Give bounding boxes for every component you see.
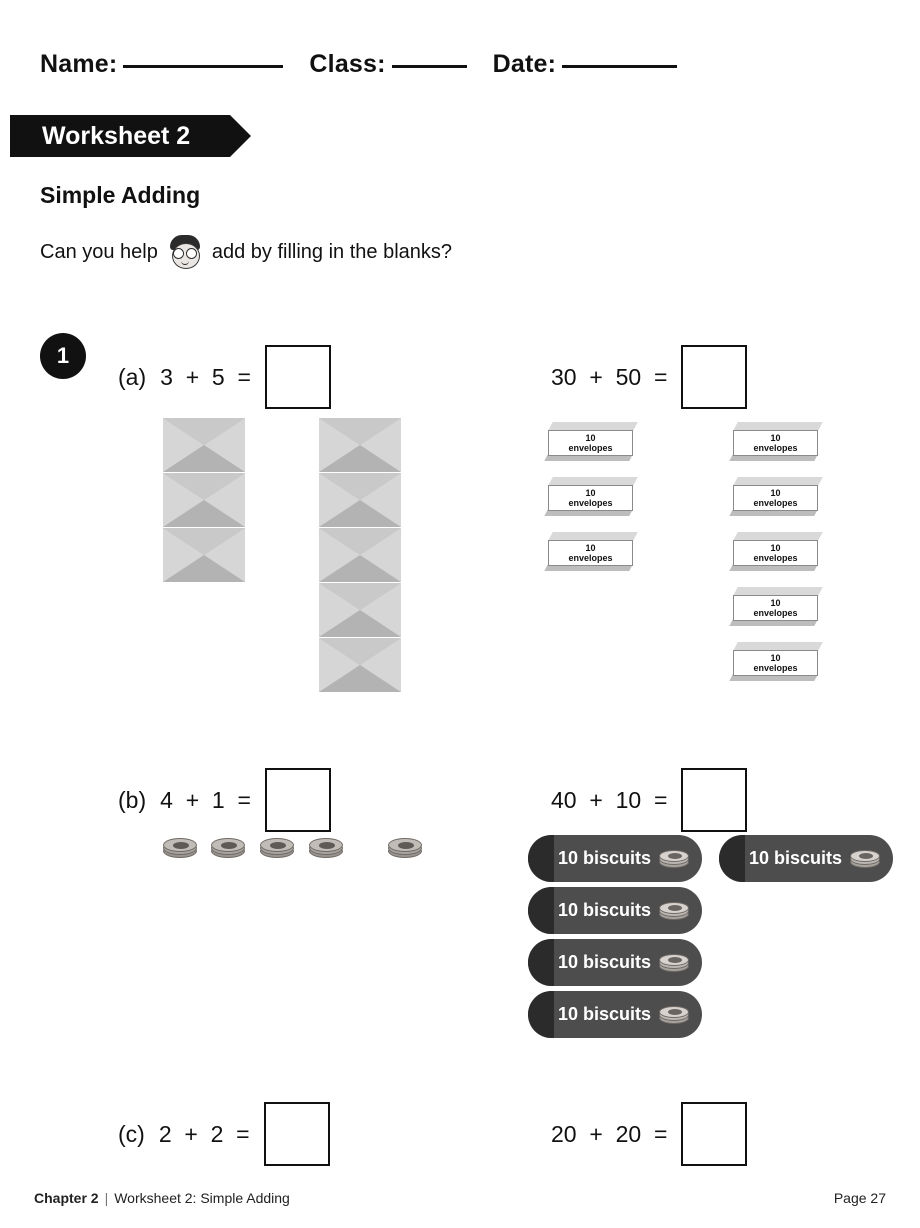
instruction-text-before: Can you help — [40, 240, 158, 263]
envelope-bundle — [733, 642, 818, 682]
answer-box-1c-left[interactable] — [264, 1102, 330, 1166]
class-input-line[interactable] — [392, 65, 467, 68]
biscuit-icon — [659, 850, 689, 868]
date-label: Date: — [492, 50, 557, 78]
biscuit-pack — [719, 835, 893, 882]
bundle-count: 10 — [770, 652, 781, 663]
name-field — [40, 50, 283, 79]
part-label-b: (b) — [118, 786, 147, 813]
biscuit-pack-label: 10 biscuits — [558, 900, 652, 920]
part-label-c: (c) — [118, 1120, 145, 1147]
answer-box-1b-right[interactable] — [681, 768, 747, 832]
date-field — [493, 50, 678, 79]
question-number-badge: 1 — [40, 333, 86, 379]
envelope-bundle — [548, 532, 633, 572]
bundle-unit: envelopes — [753, 663, 798, 673]
equation-1a-right-text: 30 + 50 = — [551, 363, 668, 390]
equation-1c-right-text: 20 + 20 = — [551, 1120, 668, 1147]
bundle-unit: envelopes — [568, 498, 613, 508]
envelope-icon — [319, 528, 401, 582]
biscuit-pack-label: 10 biscuits — [558, 1004, 652, 1024]
bundle-unit: envelopes — [753, 443, 798, 453]
envelope-icon — [319, 473, 401, 527]
bundle-count: 10 — [585, 487, 596, 498]
biscuit-pack — [528, 835, 702, 882]
biscuit-pack — [528, 887, 702, 934]
worksheet-subtitle: Simple Adding — [40, 182, 201, 208]
worksheet-banner-title: Worksheet 2 — [42, 121, 191, 150]
equation-1b-left — [118, 768, 331, 832]
biscuit-pack-label: 10 biscuits — [558, 848, 652, 868]
biscuit-icon — [163, 838, 197, 858]
equation-1a-left-text: 3 + 5 = — [160, 363, 251, 390]
envelope-bundle — [733, 587, 818, 627]
student-info-row — [40, 50, 703, 79]
equation-1c-right — [551, 1102, 747, 1166]
answer-box-1c-right[interactable] — [681, 1102, 747, 1166]
envelope-bundle — [733, 422, 818, 462]
worksheet-banner — [10, 115, 230, 157]
equation-1b-right-text: 40 + 10 = — [551, 786, 668, 813]
part-label-a: (a) — [118, 363, 147, 390]
bundle-unit: envelopes — [753, 608, 798, 618]
footer-page-number: Page 27 — [833, 1190, 886, 1206]
envelope-icon — [163, 528, 245, 582]
footer-separator: | — [104, 1190, 109, 1206]
bundle-count: 10 — [770, 542, 781, 553]
biscuit-pack — [528, 991, 702, 1038]
footer-description: Worksheet 2: Simple Adding — [114, 1190, 290, 1206]
biscuit-pack-label: 10 biscuits — [749, 848, 843, 868]
biscuit-icon — [850, 850, 880, 868]
equation-1a-right — [551, 345, 747, 409]
answer-box-1b-left[interactable] — [265, 768, 331, 832]
class-label: Class: — [309, 50, 386, 78]
bundle-count: 10 — [770, 597, 781, 608]
name-label: Name: — [40, 50, 118, 78]
biscuit-icon — [659, 954, 689, 972]
biscuit-icon — [260, 838, 294, 858]
name-input-line[interactable] — [123, 65, 283, 68]
bundle-unit: envelopes — [568, 443, 613, 453]
page-footer — [34, 1190, 886, 1206]
bundle-count: 10 — [585, 542, 596, 553]
answer-box-1a-right[interactable] — [681, 345, 747, 409]
biscuit-pack-label: 10 biscuits — [558, 952, 652, 972]
equation-1c-left — [118, 1102, 330, 1166]
bundle-count: 10 — [585, 432, 596, 443]
biscuit-icon — [659, 1006, 689, 1024]
equation-1c-left-text: 2 + 2 = — [158, 1120, 250, 1147]
equation-1a-left — [118, 345, 331, 409]
bundle-unit: envelopes — [568, 553, 613, 563]
biscuit-icon — [309, 838, 343, 858]
equation-1b-left-text: 4 + 1 = — [160, 786, 251, 813]
student-face-icon — [166, 235, 204, 269]
envelope-icon — [319, 418, 401, 472]
answer-box-1a-left[interactable] — [265, 345, 331, 409]
bundle-count: 10 — [770, 432, 781, 443]
equation-1b-right — [551, 768, 747, 832]
biscuit-pack — [528, 939, 702, 986]
class-field — [309, 50, 466, 79]
envelope-bundle — [733, 532, 818, 572]
footer-chapter: Chapter 2 — [34, 1190, 99, 1206]
biscuit-icon — [659, 902, 689, 920]
envelope-icon — [163, 418, 245, 472]
envelope-bundle — [733, 477, 818, 517]
bundle-unit: envelopes — [753, 498, 798, 508]
envelope-icon — [319, 638, 401, 692]
bundle-unit: envelopes — [753, 553, 798, 563]
biscuit-icon — [388, 838, 422, 858]
envelope-bundle — [548, 477, 633, 517]
bundle-count: 10 — [770, 487, 781, 498]
envelope-icon — [319, 583, 401, 637]
envelope-bundle — [548, 422, 633, 462]
envelope-icon — [163, 473, 245, 527]
biscuit-icon — [211, 838, 245, 858]
instruction-line — [40, 235, 452, 269]
date-input-line[interactable] — [562, 65, 677, 68]
instruction-text-after: add by filling in the blanks? — [211, 240, 453, 263]
